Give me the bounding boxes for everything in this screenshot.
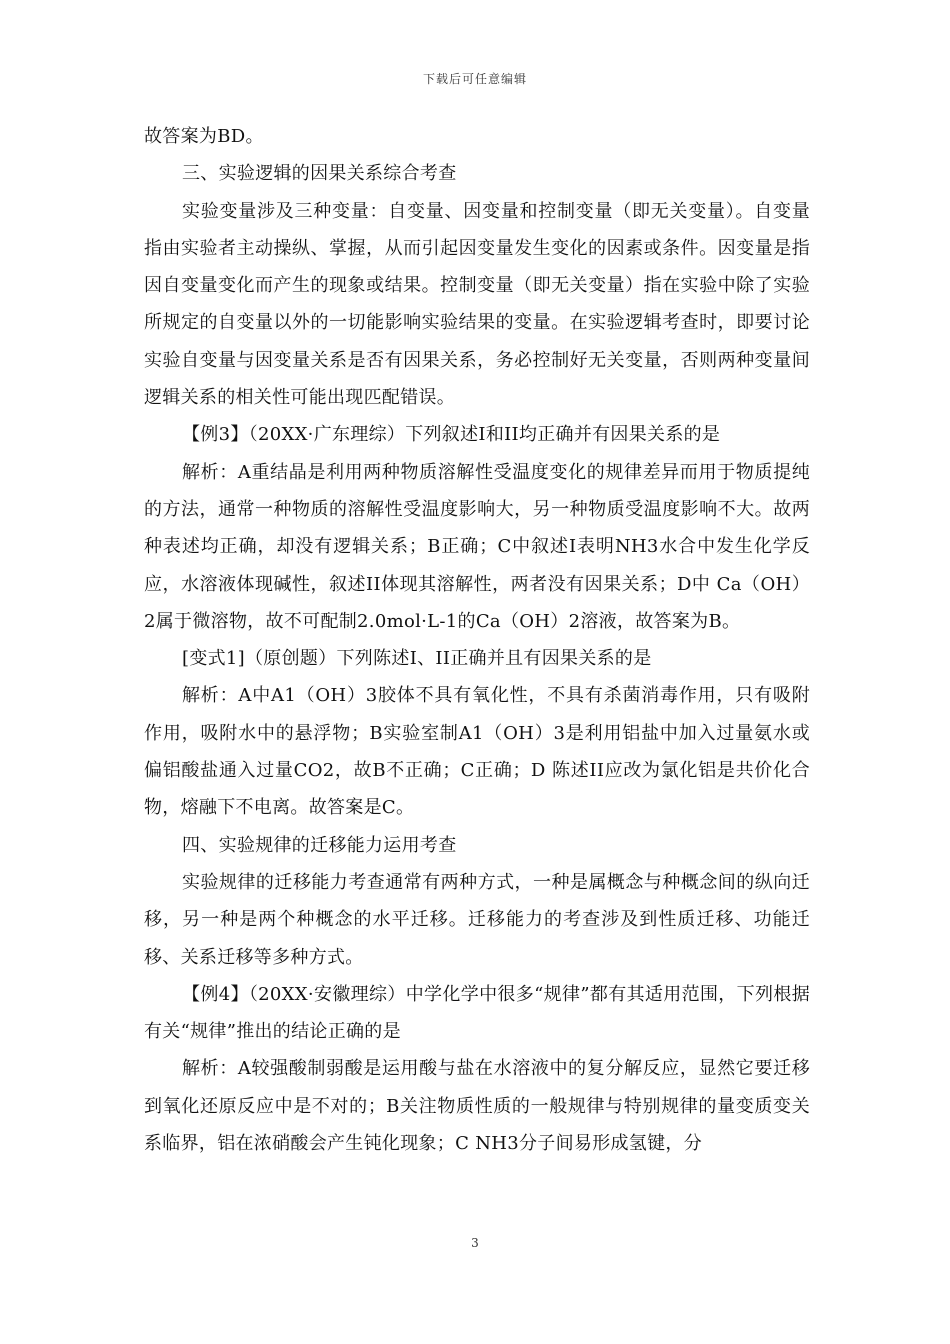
example-4-question: 【例4】（20XX·安徽理综）中学化学中很多“规律”都有其适用范围，下列根据有关“规律”推出的结论正确的是	[144, 983, 810, 1043]
paragraph-variables: 实验变量涉及三种变量：自变量、因变量和控制变量（即无关变量）。自变量指由实验者主动操纵、掌握，从而引起因变量发生变化的因素或条件。因变量是指因自变量变化而产生的现象或结果。控制变量（即无关变量）指在实验中除了实验所规定的自变量以外的一切能影响实验结果的变量。在实验逻辑考查时，即要讨论实验自变量与因变量关系是否有因果关系，务必控制好无关变量，否则两种变量间逻辑关系的相关性可能出现匹配错误。	[144, 200, 810, 409]
paragraph-transfer: 实验规律的迁移能力考查通常有两种方式，一种是属概念与种概念间的纵向迁移，另一种是两个种概念的水平迁移。迁移能力的考查涉及到性质迁移、功能迁移、关系迁移等多种方式。	[144, 871, 810, 968]
variant-1-analysis: 解析：A中A1（OH）3胶体不具有氧化性，不具有杀菌消毒作用，只有吸附作用，吸附水中的悬浮物；B实验室制A1（OH）3是利用铝盐中加入过量氨水或偏铝酸盐通入过量CO2，故B不正确；C正确；D 陈述II应改为氯化铝是共价化合物，熔融下不电离。故答案是C。	[144, 685, 810, 819]
page-number: 3	[471, 1236, 479, 1250]
document-body	[144, 118, 810, 1162]
example-4-analysis: 解析：A较强酸制弱酸是运用酸与盐在水溶液中的复分解反应，显然它要迁移到氧化还原反应中是不对的；B关注物质性质的一般规律与特别规律的量变质变关系临界，铝在浓硝酸会产生钝化现象；C NH3分子间易形成氢键，分	[144, 1058, 810, 1155]
section-heading-3: 三、实验逻辑的因果关系综合考查	[182, 163, 457, 185]
example-3-analysis: 解析：A重结晶是利用两种物质溶解性受温度变化的规律差异而用于物质提纯的方法，通常一种物质的溶解性受温度影响大，另一种物质受温度影响不大。故两种表述均正确，却没有逻辑关系；B正确；C中叙述I表明NH3水合中发生化学反应，水溶液体现碱性，叙述II体现其溶解性，两者没有因果关系；D中 Ca（OH）2属于微溶物，故不可配制2.0mol·L-1的Ca（OH）2溶液，故答案为B。	[144, 461, 810, 632]
example-3-question: 【例3】（20XX·广东理综）下列叙述I和II均正确并有因果关系的是	[182, 424, 721, 446]
variant-1-question: [变式1]（原创题）下列陈述I、II正确并且有因果关系的是	[182, 648, 652, 670]
paragraph-answer-bd: 故答案为BD。	[144, 126, 264, 147]
section-heading-4: 四、实验规律的迁移能力运用考查	[182, 834, 457, 856]
page-header: 下载后可任意编辑	[422, 72, 527, 86]
